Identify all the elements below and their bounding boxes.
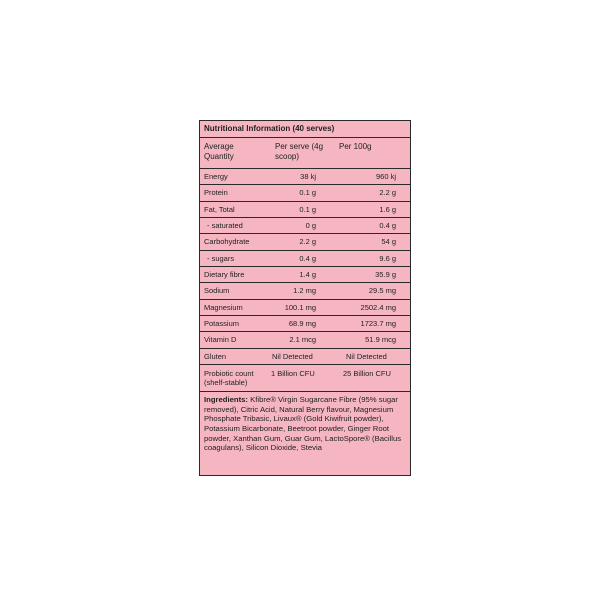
per-serve-value: 100.1 mg: [284, 302, 316, 312]
row-protein: [200, 185, 410, 201]
row-label: Fat, Total: [204, 204, 235, 214]
header-average-quantity: Average Quantity: [204, 142, 234, 161]
per-100g-value: 35.9 g: [375, 270, 396, 280]
per-100g-value: 2502.4 mg: [360, 302, 396, 312]
per-100g-value: Nil Detected: [346, 351, 387, 361]
row-vitamin-d: [200, 332, 410, 348]
row-dietary-fibre: [200, 267, 410, 283]
per-100g-value: 0.4 g: [379, 221, 396, 231]
panel-title: Nutritional Information (40 serves): [200, 121, 410, 138]
row-label: Energy: [204, 172, 228, 181]
row-magnesium: [200, 300, 410, 316]
per-serve-value: 0.1 g: [299, 204, 316, 214]
per-100g-value: 25 Billion CFU: [343, 369, 391, 379]
row-fat-total: [200, 202, 410, 218]
per-100g-value: 960 kj: [375, 172, 396, 181]
per-serve-value: 2.1 mcg: [289, 335, 316, 345]
row-energy: [200, 169, 410, 185]
row-carbohydrate: [200, 234, 410, 250]
per-serve-value: 0 g: [305, 221, 316, 231]
row-probiotic-count: [200, 365, 410, 392]
per-serve-value: 38 kj: [300, 172, 316, 181]
row-label: Magnesium: [204, 302, 243, 312]
row-label: Probiotic count (shelf-stable): [204, 369, 254, 388]
row-label: Dietary fibre: [204, 270, 245, 280]
per-100g-value: 2.2 g: [379, 188, 396, 198]
ingredients-text: Kfibre® Virgin Sugarcane Fibre (95% sugar removed), Citric Acid, Natural Berry flavour, Magnesium Phosphate Tribasic, Livaux® (Gold Kiwifruit powder), Potassium Bicarbonate, Beetroot powder, Ginger Root powder, Xanthan Gum, Guar Gum, LactoSpore® (Bacillus coagulans), Silicon Dioxide, Stevia: [204, 395, 402, 453]
row-sugars: [200, 251, 410, 267]
row-sodium: [200, 283, 410, 299]
header-per-100g: Per 100g: [339, 142, 372, 151]
row-label: - saturated: [207, 221, 243, 231]
per-serve-value: Nil Detected: [272, 351, 313, 361]
table-header: [200, 138, 410, 169]
row-label: Gluten: [204, 351, 227, 361]
per-serve-value: 0.4 g: [299, 253, 316, 263]
per-100g-value: 1.6 g: [379, 204, 396, 214]
per-100g-value: 29.5 mg: [368, 286, 396, 296]
row-gluten: [200, 349, 410, 365]
per-serve-value: 1.4 g: [299, 270, 316, 280]
row-label: - sugars: [207, 253, 235, 263]
row-label: Protein: [204, 188, 228, 198]
nutrition-panel: [199, 120, 411, 476]
row-saturated: [200, 218, 410, 234]
per-serve-value: 2.2 g: [299, 237, 316, 247]
per-100g-value: 51.9 mcg: [365, 335, 396, 345]
per-100g-value: 1723.7 mg: [360, 319, 396, 329]
row-label: Vitamin D: [204, 335, 237, 345]
per-100g-value: 9.6 g: [379, 253, 396, 263]
row-label: Sodium: [204, 286, 230, 296]
row-label: Potassium: [204, 319, 240, 329]
per-100g-value: 54 g: [381, 237, 396, 247]
ingredients-label: Ingredients:: [204, 395, 248, 405]
row-potassium: [200, 316, 410, 332]
per-serve-value: 1.2 mg: [293, 286, 316, 296]
row-label: Carbohydrate: [204, 237, 250, 247]
per-serve-value: 1 Billion CFU: [271, 369, 315, 379]
header-per-serve: Per serve (4g scoop): [275, 142, 324, 161]
per-serve-value: 68.9 mg: [288, 319, 316, 329]
ingredients-block: [200, 392, 410, 453]
per-serve-value: 0.1 g: [299, 188, 316, 198]
